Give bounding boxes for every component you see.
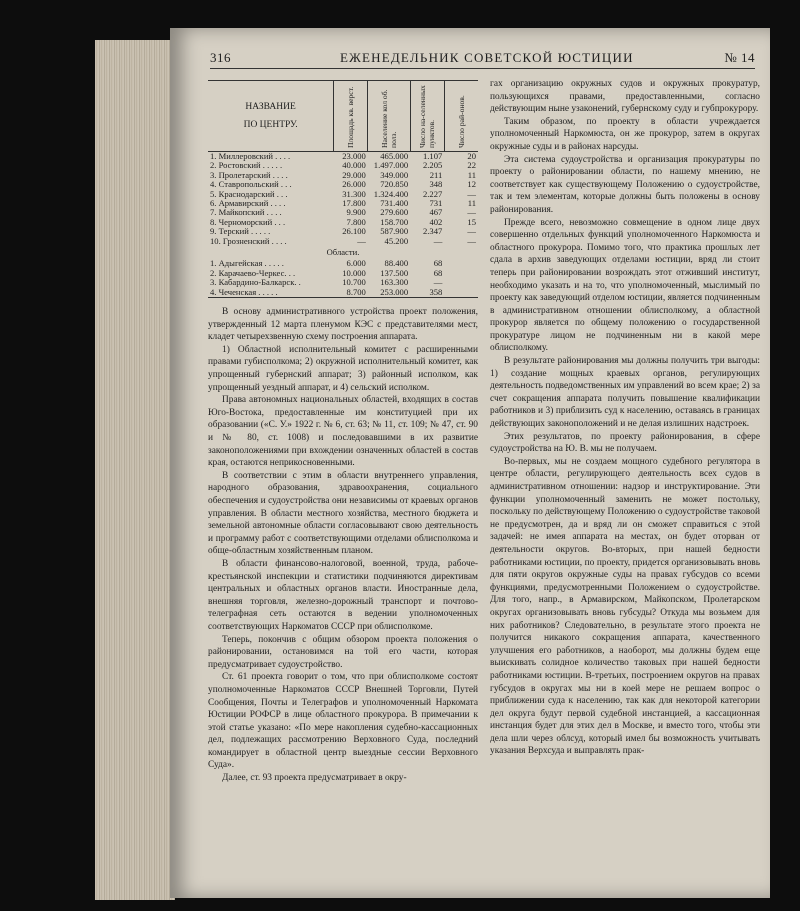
- value-cell: 253.000: [380, 286, 409, 297]
- paragraph: Далее, ст. 93 проекта предусматривает в окру-: [222, 773, 407, 784]
- value-cell: 1.324.400: [373, 188, 409, 199]
- value-cell: 158.700: [380, 216, 409, 227]
- value-cell: 9.900: [346, 207, 366, 218]
- region-name-cell: 6. Армавирский . . . .: [210, 199, 286, 209]
- right-column: [490, 78, 760, 758]
- regions-table-wrap: [208, 80, 478, 298]
- value-cell: 11: [467, 198, 476, 209]
- paragraph: Права автономных национальных областей, входящих в состав Юго-Востока, предоставленные им конституцией при их образовании («С. У.» 1922 г. № 6, ст. 63; № 11, ст. 109; № 47, ст. 90 и № 80, ст. 1008) и последовавшими в их развитие законоположениями при вхождении означенных областей в состав края, остаются неприкосновенными.: [208, 395, 478, 469]
- value-cell: 10.000: [342, 267, 366, 278]
- paragraph: В соответствии с этим в области внутреннего управления, народного образования, здравоохранения, социального обеспечения и судоустройства они независимы от краевых органов управления. В области местного хозяйства, местного бюджета и земельной автономные области согласовывают свою деятельность и программу работ с соответствующими отделами облисполкома и обще-областным хозяйственным планом.: [208, 470, 478, 557]
- book-page: [170, 28, 770, 898]
- value-cell: 6.000: [346, 258, 366, 269]
- table-subheading-row: [208, 246, 478, 259]
- region-name-cell: 1. Миллеровский . . . .: [210, 151, 291, 161]
- paragraph: В области финансово-налоговой, военной, труда, рабоче-крестьянской инспекции и статистики подчиняются директивам центральных и областных органов власти. Иностранные дела, внешняя торговля, железно-дорожный транспорт и почтово-телеграфная сеть остаются в ведении уполномоченных соответствующих Наркоматов СССР при облисполкоме.: [208, 558, 478, 632]
- value-cell: —: [433, 235, 443, 246]
- value-cell: 26.100: [342, 226, 366, 237]
- value-cell: —: [467, 226, 476, 237]
- paragraph: Во-первых, мы не создаем мощного судебного регулятора в центре области, регулирующего деятельность всех судов в административном отношении: надзор и инструктирование. Эти функции уполномоченный заменить не может постольку, поскольку по действующему Положению о судоустройстве таковой не предусмотрен, да и вряд ли он сможет справиться с этой задачей: не имея аппарата на местах, он будет оторван от деятельности округов. Во-вторых, при нашей бедности работниками юстиции, по проекту, придется организовывать вновь для пяти округов окружные суды на правах губсудов со всеми функциями, предусмотренными Положением о судоустройстве. Для того, напр., в Армавирском, Майкопском, Пролетарском округах организовывать вновь губсуды? Откуда мы возьмем для них работников? Следовательно, в результате этого проекта не получится никакого сокращения аппарата, качественного улучшения его работников, а наоборот, мы должны будем еще выискивать солидное количество таковых при нашей бедности работниками юстиции. В-третьих, построением округов на правах губсудов в округах мы ни в коей мере не решаем вопрос о приближении суда к населению, так как для некоторой категории дел округа будут первой судебной инстанцией, а кассационная инстанция будет для этих дел в Москве, и вместо того, чтобы эти дела шли через облсуд, который имел бы возможность учитывать указания Верхсуда и выправлять прак-: [490, 456, 760, 757]
- value-cell: 731: [429, 198, 443, 209]
- running-header: [210, 50, 755, 69]
- col-header-districts: Число рай-онов.: [444, 81, 478, 152]
- value-cell: 465.000: [380, 151, 409, 161]
- regions-table: [208, 81, 478, 297]
- region-name-cell: 7. Майкопский . . . .: [210, 208, 282, 218]
- value-cell: 68: [433, 267, 443, 278]
- col-header-name: НАЗВАНИЕ ПО ЦЕНТРУ.: [208, 81, 334, 152]
- value-cell: 88.400: [384, 258, 409, 269]
- region-name-cell: 3. Кабардино-Балкарск. .: [210, 278, 301, 288]
- value-cell: 211: [429, 169, 443, 180]
- value-cell: 2.227: [422, 188, 443, 199]
- value-cell: 2.347: [422, 226, 443, 237]
- value-cell: 23.000: [342, 151, 366, 161]
- value-cell: 40.000: [342, 160, 366, 171]
- oblasti-subheading: Области.: [326, 247, 360, 258]
- value-cell: 2.205: [422, 160, 443, 171]
- page-number: 316: [210, 50, 231, 65]
- region-name-cell: 4. Чеченская . . . . .: [210, 287, 278, 297]
- value-cell: 68: [433, 258, 443, 269]
- value-cell: 8.700: [346, 286, 366, 297]
- value-cell: —: [433, 277, 443, 288]
- value-cell: 402: [429, 216, 443, 227]
- region-name-cell: 3. Пролетарский . . . .: [210, 170, 288, 180]
- value-cell: —: [467, 188, 476, 199]
- value-cell: 10.700: [342, 277, 366, 288]
- value-cell: 15: [467, 216, 476, 227]
- region-name-cell: 4. Ставропольский . . .: [210, 180, 292, 190]
- col-header-settlements: Число на-селенных пунктов.: [410, 81, 444, 152]
- value-cell: 11: [467, 169, 476, 180]
- region-name-cell: 10. Грозненский . . . .: [210, 236, 287, 246]
- paragraph: гах организацию окружных судов и окружных прокуратур, пользующихся правами, предоставленными, согласно действующим ныне узаконений, губернскому суду и губпрокурору.: [490, 79, 760, 115]
- value-cell: —: [467, 207, 476, 218]
- value-cell: 22: [467, 160, 476, 171]
- value-cell: 26.000: [342, 179, 366, 190]
- value-cell: 279.600: [380, 207, 409, 218]
- paragraph: Теперь, покончив с общим обзором проекта положения о районировании, остановимся на той его части, которая предусматривает судоустройство.: [208, 634, 478, 670]
- region-name-cell: 2. Карачаево-Черкес. . .: [210, 268, 296, 278]
- value-cell: 587.900: [380, 226, 409, 237]
- value-cell: 31.300: [342, 188, 366, 199]
- paragraph: Таким образом, по проекту в области учреждается уполномоченный Наркомюста, он же прокурор, затем в округах окружные суды и в районах нарсуды.: [490, 116, 760, 152]
- value-cell: 7.800: [346, 216, 366, 227]
- region-name-cell: 9. Терский . . . . .: [210, 227, 271, 237]
- book-page-edges: [95, 40, 175, 900]
- value-cell: 720.850: [380, 179, 409, 190]
- value-cell: 163.300: [380, 277, 409, 288]
- value-cell: 20: [467, 151, 476, 161]
- table-header-row: [208, 81, 478, 152]
- issue-number: № 14: [724, 50, 755, 65]
- paragraph: Эта система судоустройства и организация прокуратуры по проекту о районировании области, по нашему мнению, не соответствует как существующему Положению о судоустройстве, так и тем элементам, которые должны быть положены в основу районирования.: [490, 154, 760, 215]
- paragraph: 1) Областной исполнительный комитет с расширенными правами губисполкома; 2) окружной исполнительный комитет, как упрощенный губернский аппарат; 3) районный исполком, как упрощенный уездный аппарат, и 4) сельский исполком.: [208, 344, 478, 393]
- value-cell: 348: [429, 179, 443, 190]
- table-row: [208, 237, 478, 246]
- value-cell: [444, 259, 478, 268]
- col-header-area: Площадь кв. верст.: [334, 81, 368, 152]
- paragraph: В результате районирования мы должны получить три выгоды: 1) создание мощных краевых органов, регулирующих деятельность подведомственных им управлений во всем крае; 2) за счет сокращения аппарата получить повышение квалификации работников и 3) приблизить суд к населению, оставаясь в границах действующих законоположений и не делая излишних надстроек.: [490, 356, 760, 430]
- value-cell: [444, 288, 478, 297]
- value-cell: 12: [467, 179, 476, 190]
- paragraph: Ст. 61 проекта говорит о том, что при облисполкоме состоят уполномоченные Наркоматов СССР Внешней Торговли, Путей Сообщения, Почты и Телеграфов и уполномоченный Наркомата Юстиции РОФСР в лице областного прокурора. В примечании к этой статье указано: «По мере накопления судебно-кассационных дел, подлежащих рассмотрению Верховного Суда, последний командирует в областной центр выездные сессии Верховного Суда».: [208, 672, 478, 771]
- value-cell: [444, 278, 478, 287]
- region-name-cell: 8. Черноморский . . .: [210, 217, 286, 227]
- paragraph: Прежде всего, невозможно совмещение в одном лице двух совершенно отдельных функций уполномоченного Наркомюста и областного прокурора. Помимо того, что практика прошлых лет сдала в архив заведующих отделами юстиции, вряд ли стоит теперь при районировании возрождать этот отживший институт, необходимо указать и на то, что уполномоченный, мыслимый по проекту как заведующий отделом юстиции, является подчиненным в административном отношении облисполкому, а областной прокурор является по общему положению о государственной прокуратуре лицом не подчиненным ни в какой мере облисполкому.: [490, 217, 760, 354]
- value-cell: 358: [429, 286, 443, 297]
- value-cell: 17.800: [342, 198, 366, 209]
- journal-title: ЕЖЕНЕДЕЛЬНИК СОВЕТСКОЙ ЮСТИЦИИ: [340, 50, 634, 65]
- value-cell: —: [357, 235, 366, 246]
- value-cell: 29.000: [342, 169, 366, 180]
- value-cell: 1.497.000: [373, 160, 409, 171]
- region-name-cell: 5. Краснодарский . . .: [210, 189, 288, 199]
- left-body-text: [208, 306, 478, 785]
- value-cell: 349.000: [380, 169, 409, 180]
- region-name-cell: 1. Адыгейская . . . . .: [210, 259, 284, 269]
- value-cell: 1.107: [422, 151, 443, 161]
- value-cell: 731.400: [380, 198, 409, 209]
- value-cell: 467: [429, 207, 443, 218]
- table-row: [208, 288, 478, 297]
- region-name-cell: 2. Ростовский . . . . .: [210, 161, 283, 171]
- paragraph: Этих результатов, по проекту районирования, в сфере судоустройства на Ю. В. мы не получаем.: [490, 431, 760, 455]
- paragraph: В основу административного устройства проект положения, утвержденный 12 марта пленумом КЭС с представителями мест, кладет четырехзвенную схему построения аппарата.: [208, 307, 478, 343]
- value-cell: —: [467, 235, 476, 246]
- value-cell: [444, 269, 478, 278]
- col-header-population: Население кол об. полз.: [368, 81, 410, 152]
- left-column: [208, 80, 478, 785]
- value-cell: 137.500: [380, 267, 409, 278]
- right-body-text: [490, 78, 760, 758]
- value-cell: 45.200: [384, 235, 409, 246]
